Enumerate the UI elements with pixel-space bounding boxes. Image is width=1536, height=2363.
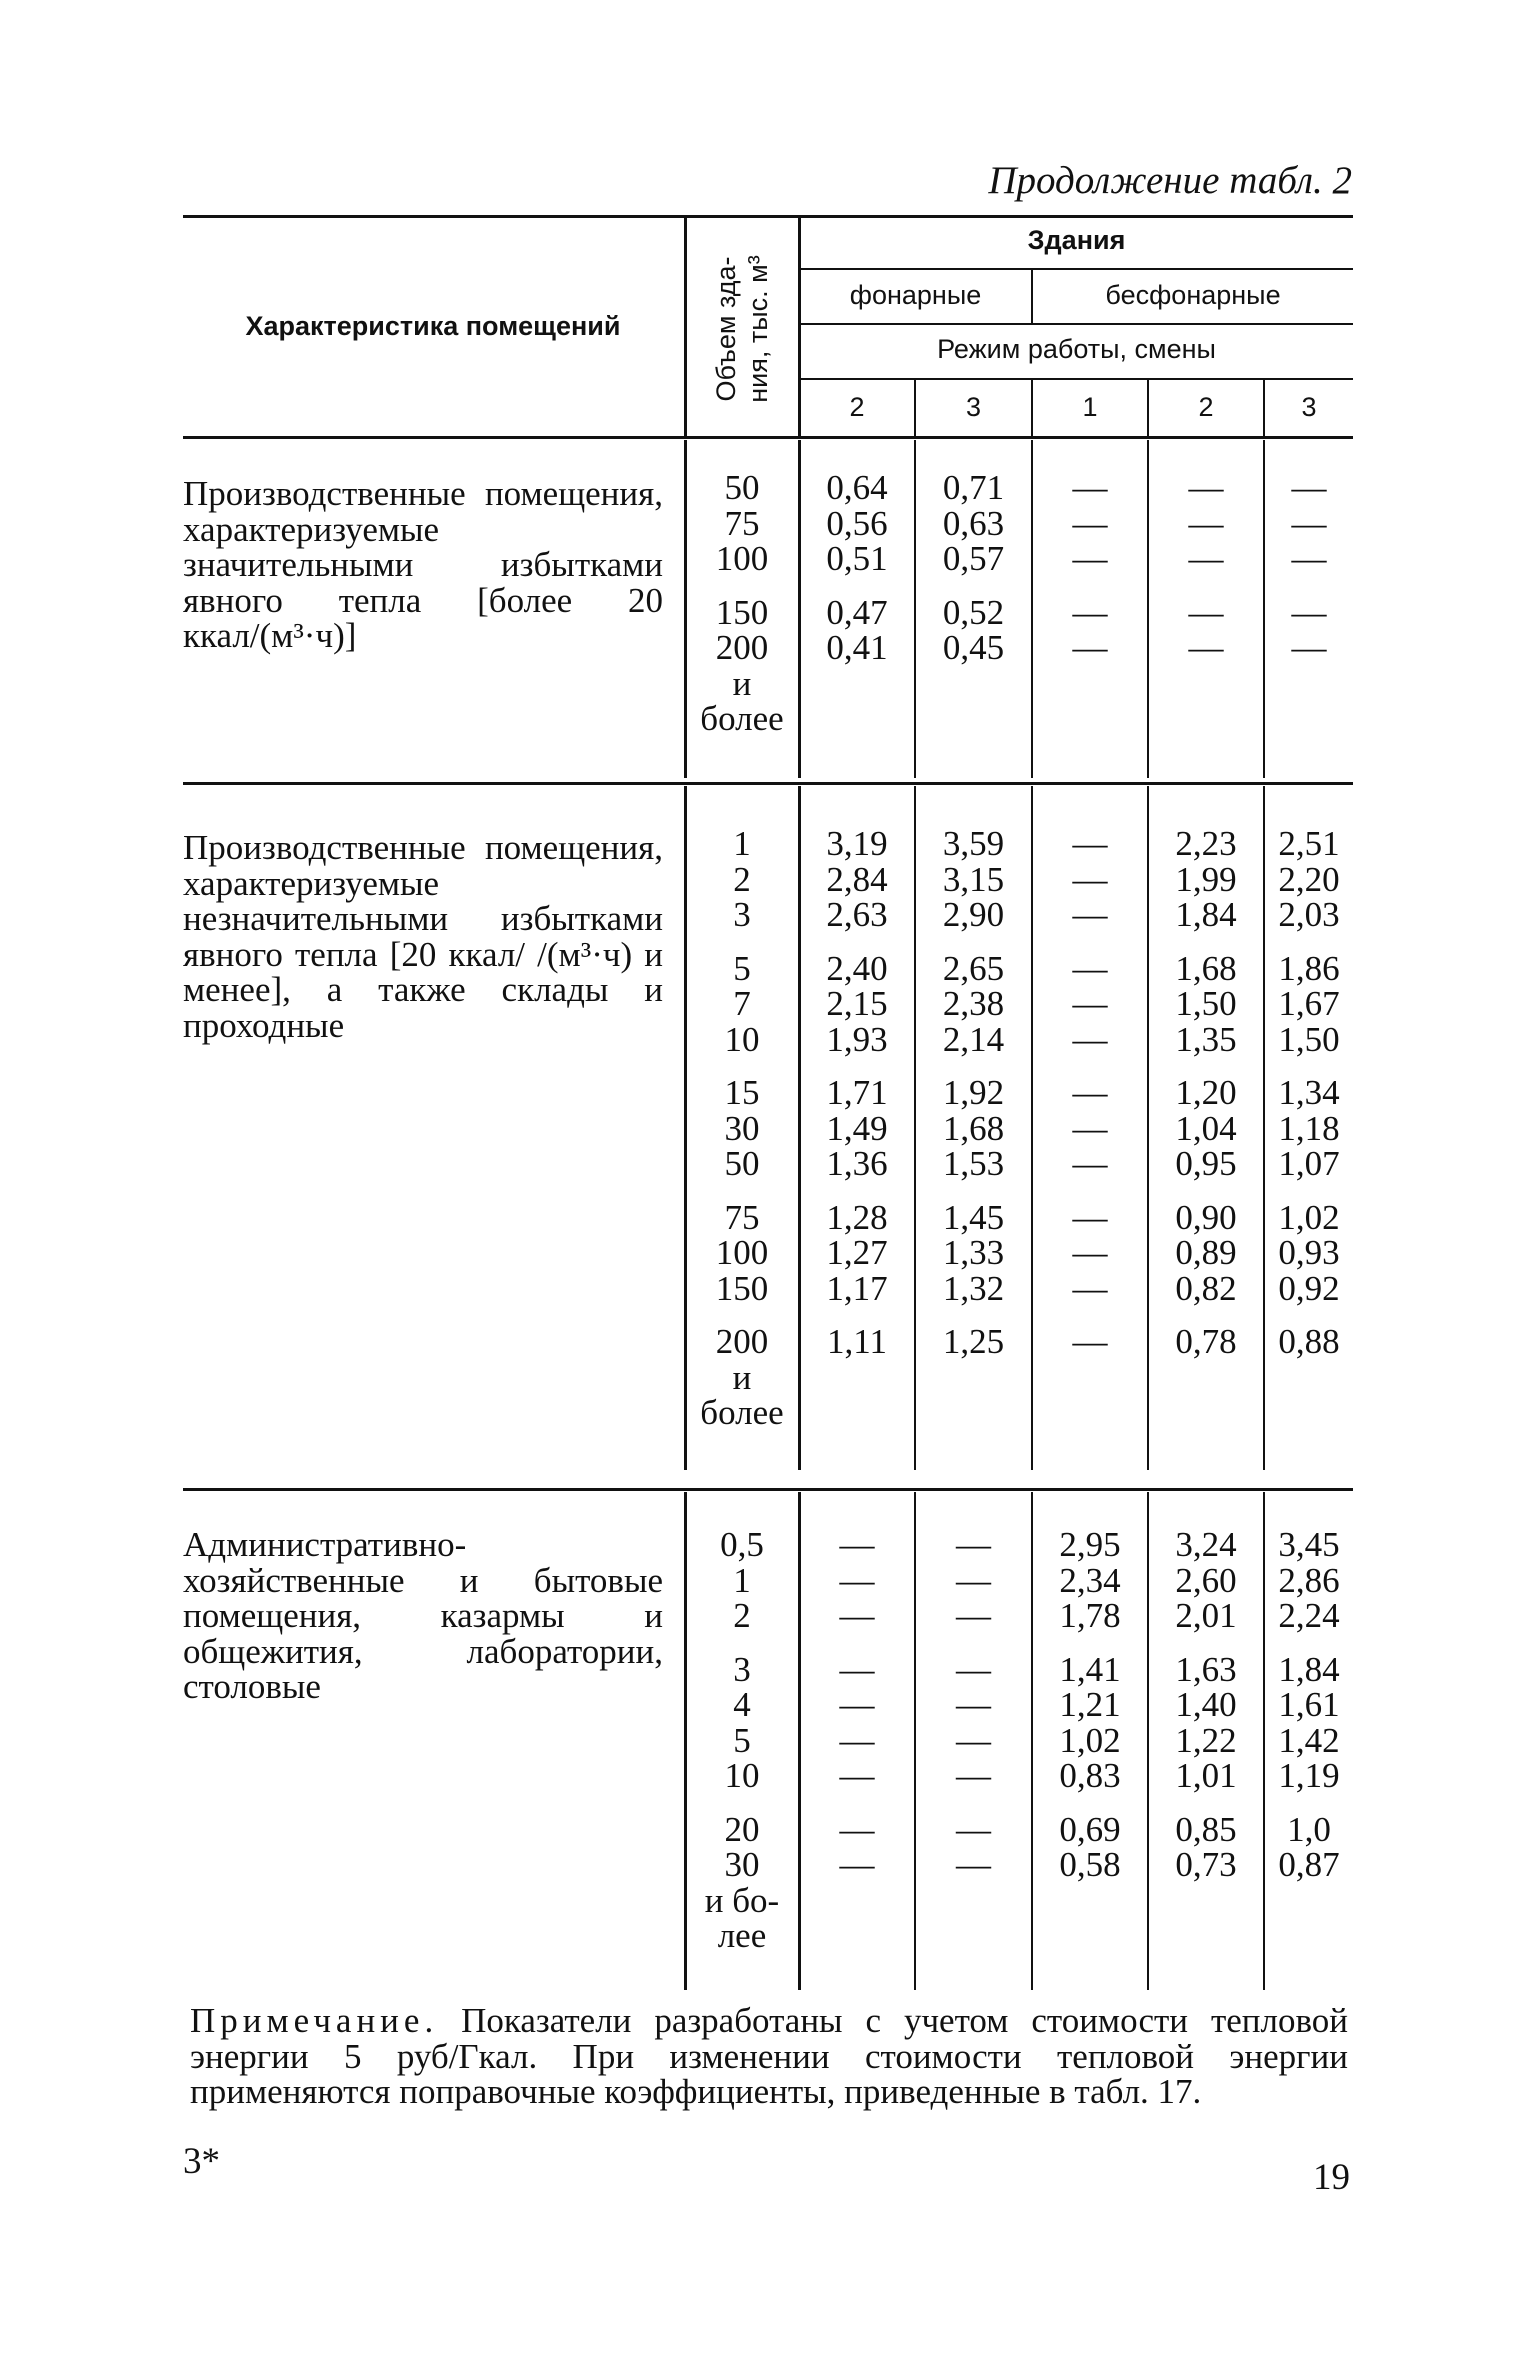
value-cell: — (1072, 468, 1108, 507)
value-cell: — (1072, 948, 1108, 988)
header-rule-types (800, 323, 1353, 325)
volume-cell: 3 (733, 1649, 751, 1689)
value-cell: 2,20 (1278, 859, 1340, 899)
value-cell: — (1072, 1144, 1108, 1183)
value-cell: 3,24 (1175, 1525, 1237, 1564)
value-cell: 1,36 (826, 1144, 888, 1183)
value-cell: — (839, 1809, 875, 1849)
volume-cell: 5 (733, 948, 751, 988)
value-cell: 1,35 (1175, 1019, 1237, 1059)
value-cell: — (956, 1845, 991, 1884)
volume-cell: 200 и более (700, 1322, 784, 1432)
value-cell: 3,45 (1278, 1525, 1340, 1564)
value-cell: — (839, 1596, 875, 1635)
value-cell: — (839, 1649, 875, 1689)
value-cell: — (1188, 503, 1224, 543)
value-cell: 1,04 (1175, 1108, 1237, 1148)
volume-cell: 10 (724, 1756, 760, 1795)
volume-cell: 0,5 (720, 1525, 764, 1564)
value-cell: — (956, 1560, 991, 1600)
value-cell: 0,92 (1278, 1268, 1340, 1308)
value-cell: 1,27 (826, 1233, 888, 1272)
volume-cell: 30 (724, 1108, 760, 1148)
value-cell: — (1188, 628, 1224, 667)
table-top-rule (183, 215, 1353, 218)
value-cell: 0,95 (1175, 1144, 1237, 1183)
value-cell: 0,89 (1175, 1233, 1237, 1272)
value-cell: — (1188, 468, 1224, 507)
value-cell: 1,99 (1175, 859, 1237, 899)
header-shift-mode: Режим работы, смены (937, 334, 1216, 364)
value-cell: 1,34 (1278, 1073, 1340, 1112)
value-cell: — (956, 1525, 991, 1564)
value-cell: — (839, 1560, 875, 1600)
value-cell: 0,41 (826, 628, 888, 667)
value-cell: 1,53 (942, 1144, 1005, 1183)
value-cell: 0,58 (1059, 1845, 1121, 1884)
signature-mark: 3* (183, 2141, 220, 2182)
value-cell: 1,25 (942, 1322, 1005, 1361)
value-cell: — (1291, 503, 1327, 543)
volume-cell: 150 (715, 1268, 769, 1308)
value-cell: 2,60 (1175, 1560, 1237, 1600)
value-cell: 2,34 (1059, 1560, 1121, 1600)
value-cell: 1,28 (826, 1197, 888, 1237)
value-cell: — (956, 1720, 991, 1760)
volume-cell: 1 (733, 824, 751, 863)
continuation-title: Продолжение табл. 2 (988, 159, 1352, 202)
value-cell: — (1188, 539, 1224, 578)
volume-cell: 2 (733, 859, 751, 899)
header-volume (686, 221, 798, 436)
volume-cell: 75 (724, 503, 760, 543)
value-cell: 1,32 (942, 1268, 1005, 1308)
volume-cell: 5 (733, 1720, 751, 1760)
header-shift: 1 (1082, 392, 1098, 422)
header-rule-buildings (800, 268, 1353, 270)
value-cell: 1,45 (942, 1197, 1005, 1237)
value-cell: 0,56 (826, 503, 888, 543)
value-cell: 0,78 (1175, 1322, 1237, 1361)
value-cell: — (1072, 628, 1108, 667)
value-cell: — (839, 1720, 875, 1760)
value-cell: — (839, 1845, 875, 1884)
value-cell: 1,50 (1175, 984, 1237, 1023)
value-cell: 1,20 (1175, 1073, 1237, 1112)
value-cell: 1,21 (1059, 1685, 1121, 1724)
header-shift: 3 (965, 392, 982, 422)
value-cell: 2,01 (1175, 1596, 1237, 1635)
value-cell: 0,47 (826, 592, 888, 632)
value-cell: 1,50 (1278, 1019, 1340, 1059)
value-cell: — (1072, 1073, 1108, 1112)
value-cell: — (1188, 592, 1224, 632)
value-cell: 1,68 (1175, 948, 1237, 988)
volume-cell: 100 (715, 539, 769, 578)
value-cell: — (1291, 468, 1327, 507)
header-shift: 2 (849, 392, 865, 422)
value-cell: 1,0 (1287, 1809, 1331, 1849)
value-cell: 1,42 (1278, 1720, 1340, 1760)
value-cell: — (1072, 592, 1108, 632)
value-cell: 2,38 (942, 984, 1005, 1023)
value-cell: 0,88 (1278, 1322, 1340, 1361)
value-cell: 0,85 (1175, 1809, 1237, 1849)
value-cell: — (839, 1685, 875, 1724)
value-cell: — (956, 1809, 991, 1849)
value-cell: — (956, 1685, 991, 1724)
value-cell: 2,86 (1278, 1560, 1340, 1600)
volume-cell: 50 (724, 1144, 760, 1183)
header-shift: 3 (1301, 392, 1317, 422)
value-cell: 0,83 (1059, 1756, 1121, 1795)
section-rule (183, 782, 1353, 785)
value-cell: 3,59 (942, 824, 1005, 863)
value-cell: 0,69 (1059, 1809, 1121, 1849)
volume-cell: 30 и бо- лее (704, 1845, 780, 1955)
value-cell: — (839, 1756, 875, 1795)
value-cell: 0,90 (1175, 1197, 1237, 1237)
value-cell: — (839, 1525, 875, 1564)
value-cell: — (1072, 1108, 1108, 1148)
value-cell: — (1072, 1233, 1108, 1272)
value-cell: 1,78 (1059, 1596, 1121, 1635)
note-text: Показатели разработаны с учетом стоимости тепловой энергии 5 руб/Гкал. При изменении стоимости тепловой энергии применяются поправочные коэффициенты, приведенные в табл. 17. (190, 2001, 1348, 2111)
volume-cell: 10 (724, 1019, 760, 1059)
section-description: Производственные помещения, характеризуемые значительными избытками явного тепла [более 20 ккал/(м³·ч)] (183, 474, 663, 655)
value-cell: 2,24 (1278, 1596, 1340, 1635)
value-cell: — (1072, 984, 1108, 1023)
value-cell: — (1072, 859, 1108, 899)
value-cell: 1,61 (1278, 1685, 1340, 1724)
value-cell: 1,17 (826, 1268, 888, 1308)
table-note (190, 2003, 1348, 2110)
volume-cell: 4 (733, 1685, 751, 1724)
volume-cell: 75 (724, 1197, 760, 1237)
value-cell: — (956, 1596, 991, 1635)
section-description: Производственные помещения, характеризуемые незначительными избытками явного тепла [20 ккал/ /(м³·ч) и менее], а также склады и проходные (183, 828, 663, 1045)
value-cell: 1,86 (1278, 948, 1340, 988)
section-rule (183, 1488, 1353, 1491)
value-cell: 0,93 (1278, 1233, 1340, 1272)
value-cell: — (1072, 1019, 1108, 1059)
value-cell: — (1072, 1197, 1108, 1237)
header-no-lantern: бесфонарные (1105, 280, 1281, 310)
value-cell: 1,07 (1278, 1144, 1340, 1183)
page-number: 19 (1313, 2157, 1350, 2198)
value-cell: 0,63 (942, 503, 1005, 543)
header-shift: 2 (1198, 392, 1214, 422)
value-cell: 1,84 (1175, 895, 1237, 934)
value-cell: 2,23 (1175, 824, 1237, 863)
value-cell: 0,87 (1278, 1845, 1340, 1884)
value-cell: 1,40 (1175, 1685, 1237, 1724)
value-cell: 1,19 (1278, 1756, 1340, 1795)
header-lantern: фонарные (849, 280, 982, 310)
value-cell: 1,93 (826, 1019, 888, 1059)
header-characteristic: Характеристика помещений (245, 311, 621, 341)
value-cell: 0,73 (1175, 1845, 1237, 1884)
value-cell: 2,65 (942, 948, 1005, 988)
header-buildings: Здания (1027, 225, 1126, 255)
volume-cell: 200 и более (700, 628, 784, 738)
volume-cell: 20 (724, 1809, 760, 1849)
volume-cell: 7 (733, 984, 751, 1023)
value-cell: 2,51 (1278, 824, 1340, 863)
value-cell: 1,02 (1278, 1197, 1340, 1237)
value-cell: 0,57 (942, 539, 1005, 578)
value-cell: 3,15 (942, 859, 1005, 899)
value-cell: 2,90 (942, 895, 1005, 934)
value-cell: — (956, 1756, 991, 1795)
value-cell: 0,45 (942, 628, 1005, 667)
value-cell: 0,82 (1175, 1268, 1237, 1308)
value-cell: 2,95 (1059, 1525, 1121, 1564)
value-cell: 0,52 (942, 592, 1005, 632)
value-cell: 1,02 (1059, 1720, 1121, 1760)
value-cell: — (956, 1649, 991, 1689)
value-cell: 1,84 (1278, 1649, 1340, 1689)
value-cell: — (1072, 539, 1108, 578)
value-cell: — (1072, 1268, 1108, 1308)
value-cell: 1,22 (1175, 1720, 1237, 1760)
value-cell: — (1072, 824, 1108, 863)
value-cell: 1,49 (826, 1108, 888, 1148)
volume-cell: 1 (733, 1560, 751, 1600)
value-cell: 2,15 (826, 984, 888, 1023)
value-cell: — (1291, 592, 1327, 632)
value-cell: — (1291, 628, 1327, 667)
value-cell: — (1291, 539, 1327, 578)
value-cell: 0,51 (826, 539, 888, 578)
section-description: Административно-хозяйственные и бытовые помещения, казармы и общежития, лаборатории, столовые (183, 1525, 663, 1706)
volume-cell: 3 (733, 895, 751, 934)
value-cell: 0,64 (826, 468, 888, 507)
value-cell: — (1072, 1322, 1108, 1361)
value-cell: 1,63 (1175, 1649, 1237, 1689)
value-cell: 1,01 (1175, 1756, 1237, 1795)
value-cell: 1,92 (942, 1073, 1005, 1112)
header-bottom-rule (183, 436, 1353, 439)
value-cell: — (1072, 895, 1108, 934)
value-cell: — (1072, 503, 1108, 543)
volume-cell: 150 (715, 592, 769, 632)
value-cell: 2,63 (826, 895, 888, 934)
volume-cell: 50 (724, 468, 760, 507)
volume-cell: 2 (733, 1596, 751, 1635)
value-cell: 3,19 (826, 824, 888, 863)
value-cell: 1,71 (826, 1073, 888, 1112)
value-cell: 2,84 (826, 859, 888, 899)
value-cell: 1,68 (942, 1108, 1005, 1148)
value-cell: 1,33 (942, 1233, 1005, 1272)
value-cell: 1,18 (1278, 1108, 1340, 1148)
value-cell: 2,40 (826, 948, 888, 988)
value-cell: 2,14 (942, 1019, 1005, 1059)
value-cell: 1,41 (1059, 1649, 1121, 1689)
volume-cell: 15 (724, 1073, 760, 1112)
volume-cell: 100 (715, 1233, 769, 1272)
note-lead: Примечание. (190, 2001, 439, 2040)
value-cell: 2,03 (1278, 895, 1340, 934)
value-cell: 1,67 (1278, 984, 1340, 1023)
value-cell: 1,11 (827, 1322, 887, 1361)
value-cell: 0,71 (942, 468, 1005, 507)
header-volume-text: Объем зда- ния, тыс. м³ (711, 254, 773, 403)
header-rule-mode (800, 378, 1353, 380)
